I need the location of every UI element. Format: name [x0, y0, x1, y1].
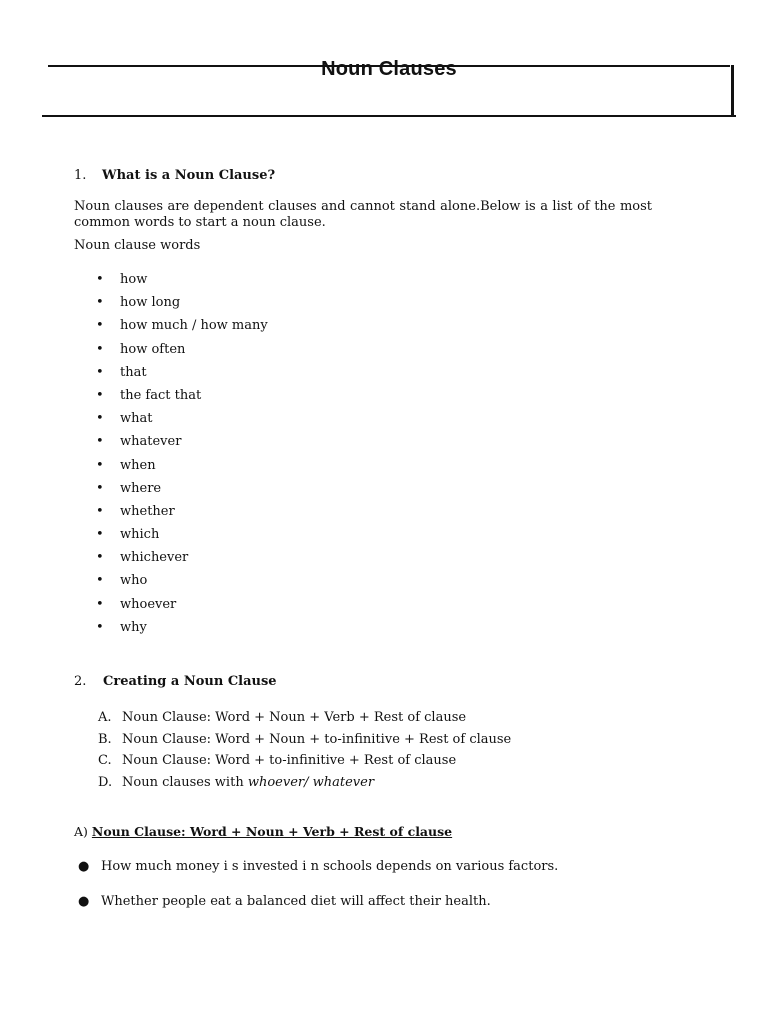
subsection-a-title: Noun Clause: Word + Noun + Verb + Rest of clause — [91, 824, 453, 839]
list-item — [96, 479, 268, 502]
bullet-icon: ● — [78, 894, 90, 909]
list-item-text: where — [120, 480, 162, 496]
bullet-icon: • — [96, 272, 104, 287]
bullet-icon: • — [96, 596, 104, 612]
list-item — [96, 618, 268, 641]
bullet-icon: • — [96, 619, 104, 635]
list-item — [96, 363, 268, 386]
list-item — [96, 409, 268, 432]
section-2-heading — [74, 674, 277, 689]
list-item-text: that — [120, 364, 147, 380]
section-2-title: Creating a Noun Clause — [103, 674, 277, 689]
page-title: Noun Clauses — [321, 58, 457, 80]
list-item-text: how — [120, 272, 148, 287]
subsection-a-prefix: A) — [74, 824, 92, 839]
section-1-paragraph: Noun clauses are dependent clauses and cannot stand alone.Below is a list of the most common words to start a noun clause. — [74, 199, 652, 230]
noun-clause-pattern-list — [98, 708, 511, 794]
list-item — [96, 525, 268, 548]
list-item-text: how long — [120, 295, 181, 311]
bullet-icon: • — [96, 527, 104, 543]
bullet-icon: • — [96, 318, 104, 334]
subsection-a-heading — [74, 824, 452, 839]
list-letter: C. — [98, 753, 112, 768]
list-item — [98, 708, 511, 730]
list-item-text: how often — [120, 341, 186, 357]
noun-clause-words-label: Noun clause words — [74, 238, 201, 253]
list-item-text: whether — [120, 503, 175, 519]
list-item-text: Noun clauses with — [122, 774, 248, 790]
list-item — [96, 548, 268, 571]
example-sentence — [78, 894, 491, 909]
list-item-italic-text: whoever/ whatever — [247, 774, 375, 790]
section-2-number: 2. — [74, 674, 87, 689]
bullet-icon: • — [96, 503, 104, 519]
list-item-text: Noun Clause: Word + Noun + to-infinitive + Rest of clause — [122, 731, 512, 747]
list-letter: A. — [98, 710, 112, 725]
list-item-text: Noun Clause: Word + to-infinitive + Rest of clause — [122, 753, 457, 768]
section-1-title: What is a Noun Clause? — [102, 168, 276, 183]
list-item — [96, 293, 268, 316]
example-sentence — [78, 859, 558, 874]
list-item — [96, 340, 268, 363]
list-item — [96, 316, 268, 339]
list-item-text: whoever — [120, 596, 177, 612]
list-item — [96, 270, 268, 293]
list-item — [96, 595, 268, 618]
list-item-text: whatever — [120, 434, 182, 450]
bullet-icon: ● — [78, 859, 90, 874]
list-item — [96, 502, 268, 525]
bullet-icon: • — [96, 364, 104, 380]
list-item — [98, 730, 511, 752]
list-item-text: which — [120, 527, 160, 543]
list-item — [98, 773, 511, 795]
list-item — [98, 751, 511, 773]
list-item-text: the fact that — [120, 387, 202, 403]
example-text: Whether people eat a balanced diet will affect their health. — [101, 894, 491, 909]
list-letter: D. — [98, 774, 113, 790]
list-letter: B. — [98, 731, 112, 747]
example-text: How much money i s invested i n schools depends on various factors. — [101, 859, 559, 874]
bullet-icon: • — [96, 434, 104, 450]
bullet-icon: • — [96, 295, 104, 311]
list-item — [96, 386, 268, 409]
bullet-icon: • — [96, 411, 104, 427]
title-rule-bottom — [42, 115, 736, 117]
bullet-icon: • — [96, 457, 104, 473]
bullet-icon: • — [96, 573, 104, 589]
title-box — [42, 58, 736, 118]
list-item-text: why — [120, 619, 147, 635]
list-item — [96, 571, 268, 594]
list-item — [96, 456, 268, 479]
list-item — [96, 432, 268, 455]
bullet-icon: • — [96, 341, 104, 357]
list-item-text: when — [120, 457, 156, 473]
noun-clause-word-list — [96, 270, 268, 641]
list-item-text: how much / how many — [120, 318, 268, 334]
section-1-heading — [74, 168, 275, 183]
list-item-text: what — [120, 411, 153, 427]
section-1-number: 1. — [74, 168, 87, 183]
list-item-text: Noun Clause: Word + Noun + Verb + Rest of clause — [122, 710, 467, 725]
list-item-text: who — [120, 573, 148, 589]
bullet-icon: • — [96, 387, 104, 403]
list-item-text: whichever — [120, 550, 189, 566]
bullet-icon: • — [96, 480, 104, 496]
bullet-icon: • — [96, 550, 104, 566]
